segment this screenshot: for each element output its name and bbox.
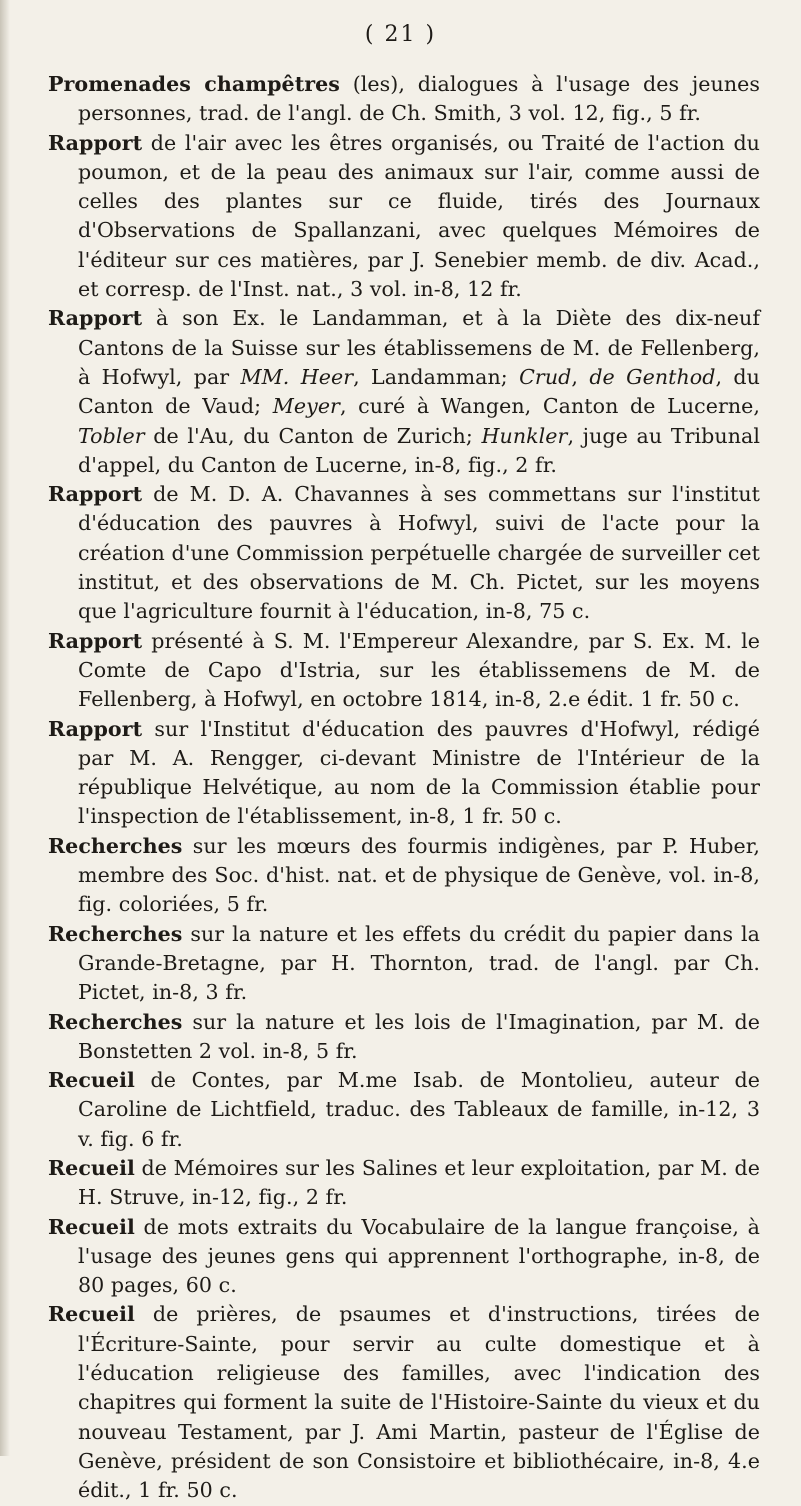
entry-description: de M. D. A. Chavannes à ses commettans sur l'institut d'éducation des pauvres à Hofwyl, suivi de l'acte pour la création d'une Commission perpétuelle chargée de surveiller cet institut, et des observations de M. Ch. Pictet, sur les moyens que l'agriculture fournit à l'éducation, in-8,	[78, 482, 760, 624]
entry-price: 6 fr.	[141, 1126, 183, 1151]
catalogue-entry	[48, 70, 760, 129]
catalogue-entry	[48, 480, 760, 626]
entry-price: 5 fr.	[226, 892, 269, 917]
catalogue-entry	[48, 1066, 760, 1154]
entry-description: sur la nature et les lois de l'Imagination, par M. de Bonstetten 2 vol. in-8,	[78, 1009, 760, 1063]
catalogue-entry	[48, 1213, 760, 1301]
entry-title: Recueil	[48, 1214, 135, 1239]
catalogue-entry	[48, 832, 760, 920]
catalogue-entry	[48, 920, 760, 1008]
entry-price: 1 fr. 50 c.	[138, 1478, 238, 1503]
entry-price: 3 fr.	[205, 980, 248, 1005]
page-number: ( 21 )	[364, 22, 437, 47]
entry-title: Recherches	[48, 1009, 183, 1034]
entry-price: 12 fr.	[467, 277, 522, 302]
entry-title: Rapport	[48, 716, 143, 741]
entry-title: Rapport	[48, 482, 143, 507]
catalogue-entry	[48, 304, 760, 480]
entry-title: Recueil	[48, 1068, 135, 1093]
entry-title: Rapport	[48, 130, 143, 155]
entry-description: sur l'Institut d'éducation des pauvres d'Hofwyl, rédigé par M. A. Rengger, ci-devant Ministre de l'Intérieur de la république Helvétique, au nom de la Commission établie pour l'inspection de l'établissement, in-8,	[78, 716, 760, 829]
entry-description: de mots extraits du Vocabulaire de la langue françoise, à l'usage des jeunes gens qui apprennent l'orthographe, in-8, de 80 pages,	[78, 1214, 760, 1298]
catalogue-entry	[48, 1154, 760, 1213]
catalogue-entry	[48, 129, 760, 305]
entry-price: 1 fr. 50 c.	[462, 804, 562, 829]
entry-description: de Contes, par M.me Isab. de Montolieu, auteur de Caroline de Lichtfield, traduc. des Tableaux de famille, in-12, 3 v. fig.	[78, 1068, 760, 1151]
catalogue-entry	[48, 1300, 760, 1505]
entry-price: 2 fr.	[515, 452, 557, 477]
entry-description: de Mémoires sur les Salines et leur exploitation, par M. de H. Struve, in-12, fig.,	[78, 1155, 760, 1210]
page-edge-shadow	[0, 0, 10, 1456]
entry-description: sur la nature et les effets du crédit du papier dans la Grande-Bretagne, par H. Thornton, trad. de l'angl. par Ch. Pictet, in-8,	[78, 921, 760, 1005]
catalogue-entries	[48, 70, 760, 1506]
entry-price: 75 c.	[539, 599, 591, 624]
entry-title: Promenades champêtres	[48, 72, 340, 96]
entry-price: 2 fr.	[305, 1185, 348, 1210]
entry-price: 5 fr.	[315, 1038, 358, 1063]
entry-price: 1 fr. 50 c.	[640, 687, 740, 712]
entry-title: Rapport	[48, 306, 143, 331]
entry-price: 5 fr.	[659, 101, 701, 126]
entry-description: présenté à S. M. l'Empereur Alexandre, par S. Ex. M. le Comte de Capo d'Istria, sur les établissemens de M. de Fellenberg, à Hofwyl, en octobre 1814, in-8, 2.e édit.	[78, 628, 760, 712]
catalogue-entry	[48, 1008, 760, 1067]
entry-title: Rapport	[48, 628, 143, 653]
catalogue-entry	[48, 715, 760, 832]
entry-description: (les), dialogues à l'usage des jeunes personnes, trad. de l'angl. de Ch. Smith, 3 vol. 12, fig.,	[78, 72, 760, 126]
catalogue-entry	[48, 627, 760, 715]
entry-price: 60 c.	[185, 1273, 237, 1298]
entry-description: de prières, de psaumes et d'instructions, tirées de l'Écriture-Sainte, pour servir au culte domestique et à l'éducation religieuse des familles, avec l'indication des chapitres qui forment la suite de l'Histoire-Sainte du vieux et du nouveau Testament, par J. Ami Martin, pasteur de l'Église de Genève, président de son Consistoire et bibliothécaire, in-8, 4.e édit.,	[78, 1302, 760, 1503]
entry-title: Recueil	[48, 1155, 135, 1180]
entry-description: de l'air avec les êtres organisés, ou Traité de l'action du poumon, et de la peau des animaux sur l'air, comme aussi de celles des plantes sur ce fluide, tirés des Journaux d'Observations de Spallanzani, avec quelques Mémoires de l'éditeur sur ces matières, par J. Senebier memb. de div. Acad., et corresp. de l'Inst. nat., 3 vol. in-8,	[78, 130, 760, 302]
entry-title: Recherches	[48, 833, 183, 858]
entry-title: Recueil	[48, 1302, 135, 1327]
entry-title: Recherches	[48, 921, 183, 946]
entry-description: sur les mœurs des fourmis indigènes, par P. Huber, membre des Soc. d'hist. nat. et de physique de Genève, vol. in-8, fig. coloriées,	[78, 833, 760, 917]
entry-description: à son Ex. le Landamman, et à la Diète des dix-neuf Cantons de la Suisse sur les établissemens de M. de Fellenberg, à Hofwyl, par MM. Heer, Landamman; Crud, de Genthod, du Canton de Vaud; Meyer, curé à Wangen, Canton de Lucerne, Tobler de l'Au, du Canton de Zurich; Hunkler, juge au Tribunal d'appel, du Canton de Lucerne, in-8, fig.,	[78, 306, 760, 477]
